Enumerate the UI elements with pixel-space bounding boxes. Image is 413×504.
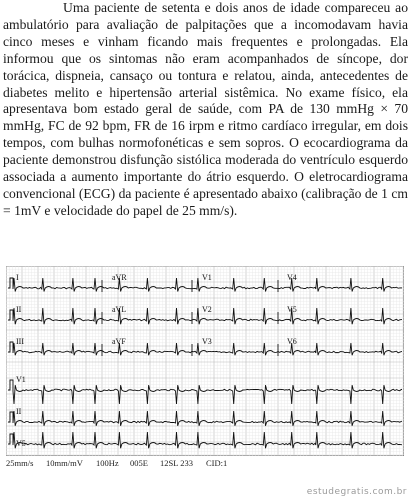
lead-label: II (16, 305, 22, 314)
footer-speed: 25mm/s (6, 458, 34, 468)
ecg-tracing (6, 266, 404, 456)
lead-label: III (16, 337, 24, 346)
lead-label: aVR (112, 273, 127, 282)
lead-label: V1 (202, 273, 212, 282)
lead-label: V6 (287, 337, 297, 346)
footer-cid: CID:1 (206, 458, 228, 468)
ecg-footer (6, 458, 406, 470)
case-paragraph: Uma paciente de setenta e dois anos de idade compareceu ao ambulatório para avaliação de palpitações que a incomodavam havia cinco meses e vinham ficando mais frequentes e prolongadas. Ela informou que os sintomas não eram acompanhados de síncope, dor torácica, dispneia, cansaço ou tontura e relatou, ainda, antecedentes de diabetes melito e hipertensão arterial sistêmica. No exame físico, ela apresentava bom estado geral de saúde, com PA de 130 mmHg × 70 mmHg, FC de 92 bpm, FR de 16 irpm e ritmo cardíaco irregular, em dois tempos, com bulhas normofonéticas e sem sopros. O ecocardiograma da paciente demonstrou disfunção sistólica moderada do ventrículo esquerdo associada a aumento importante do átrio esquerdo. O eletrocardiograma convencional (ECG) da paciente é apresentado abaixo (calibração de 1 cm = 1mV e velocidade do papel de 25 mm/s). (3, 0, 408, 218)
site-watermark: estudegratis.com.br (306, 487, 407, 497)
footer-filter: 100Hz (96, 458, 119, 468)
lead-label: V1 (16, 375, 26, 384)
lead-label: V2 (202, 305, 212, 314)
lead-label: II (16, 407, 22, 416)
ecg-grid (6, 266, 404, 456)
lead-label: aVF (112, 337, 126, 346)
lead-label: aVL (112, 305, 127, 314)
footer-device: 12SL 233 (160, 458, 193, 468)
footer-gain: 10mm/mV (46, 458, 83, 468)
lead-label: V5 (287, 305, 297, 314)
lead-label: V3 (202, 337, 212, 346)
lead-label: V5 (16, 439, 26, 448)
lead-label: I (16, 273, 19, 282)
footer-code: 005E (130, 458, 148, 468)
case-text (3, 0, 408, 220)
ecg-chart (6, 266, 404, 456)
lead-label: V4 (287, 273, 297, 282)
